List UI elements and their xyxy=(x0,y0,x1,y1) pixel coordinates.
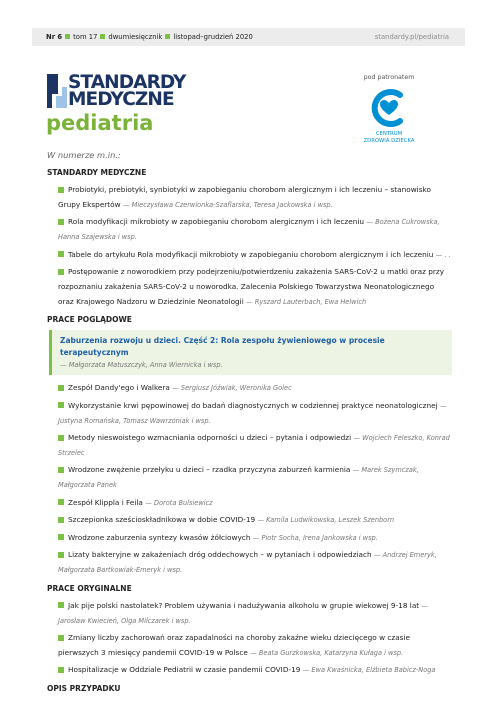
bullet-square-icon xyxy=(58,269,64,275)
separator-square xyxy=(65,34,70,39)
issue-number: Nr 6 xyxy=(46,33,63,41)
article-authors: — Ewa Kwaśnicka, Elżbieta Babicz-Noga xyxy=(302,666,436,675)
bullet-square-icon xyxy=(58,435,64,441)
issue-info-bar xyxy=(32,28,465,46)
article-entry[interactable] xyxy=(58,463,452,493)
patron-org-name xyxy=(344,131,434,145)
logo-wordmark xyxy=(68,74,228,108)
article-title[interactable]: Wykorzystanie krwi pępowinowej do badań diagnostycznych w codziennej praktyce neonatologicznej xyxy=(68,400,438,410)
section-title: PRACE ORYGINALNE xyxy=(47,583,132,593)
article-title[interactable]: Lizaty bakteryjne w zakażeniach dróg oddechowych – w pytaniach i odpowiedziach xyxy=(68,550,372,560)
logo-line-2: MEDYCZNE xyxy=(68,89,174,110)
article-entry[interactable] xyxy=(58,248,452,263)
section-title: OPIS PRZYPADKU xyxy=(47,684,121,694)
issue-date: listopad–grudzień 2020 xyxy=(173,33,253,41)
featured-article-title[interactable]: Zaburzenia rozwoju u dzieci. Część 2: Rola zespołu żywieniowego w procesie terapeutycznym xyxy=(60,336,385,358)
article-entry[interactable] xyxy=(58,599,452,629)
patronage-label: pod patronatem xyxy=(363,74,415,81)
article-authors: — . . xyxy=(435,250,451,259)
article-title[interactable]: Wrodzone zwężenie przełyku u dzieci – rzadka przyczyna zaburzeń karmienia xyxy=(68,465,351,475)
toc-section xyxy=(47,684,452,693)
section-title: STANDARDY MEDYCZNE xyxy=(47,168,147,177)
article-authors: — Mieczysława Czerwionka-Szaflarska, Teresa Jackowska i wsp. xyxy=(122,200,333,209)
bullet-square-icon xyxy=(58,187,64,193)
article-title[interactable]: Probiotyki, prebiotyki, synbiotyki w zapobieganiu chorobom alergicznym i ich leczeniu – stanowisko Grupy Ekspertów xyxy=(58,185,431,209)
article-authors: — Dorota Bulsiewicz xyxy=(145,498,213,507)
article-authors: — Justyna Romańska, Tomasz Wawrzoniak i wsp. xyxy=(58,401,447,425)
article-title[interactable]: Zmiany liczby zachorowań oraz zapadalności na choroby zakaźne wieku dziecięcego w czasie pierwszych 3 miesięcy pandemii COVID-19 w Polsce xyxy=(58,633,410,657)
separator-square xyxy=(165,34,170,39)
article-entry[interactable] xyxy=(58,496,452,511)
article-title[interactable]: Hospitalizacje w Oddziale Pediatrii w czasie pandemii COVID-19 xyxy=(68,665,301,675)
toc-section xyxy=(47,315,452,577)
toc-section xyxy=(47,584,452,678)
article-title[interactable]: Rola modyfikacji mikrobioty w zapobieganiu chorobom alergicznym i ich leczeniu xyxy=(68,217,365,227)
article-title[interactable]: Zespół Dandy'ego i Walkera xyxy=(68,383,170,393)
article-authors: — Ryszard Lauterbach, Ewa Helwich xyxy=(246,297,367,306)
bullet-square-icon xyxy=(58,602,64,608)
bullet-square-icon xyxy=(58,534,64,540)
article-entry[interactable] xyxy=(58,663,452,678)
heart-c-icon xyxy=(368,87,410,129)
article-title[interactable]: Postępowanie z noworodkiem przy podejrzeniu/potwierdzeniu zakażenia SARS-CoV-2 u matki oraz przy rozpoznaniu zakażenia SARS-CoV-2 u noworodka. Zalecenia Polskiego Towarzystwa Neonatologicznego oraz Krajowego Nadzoru w Dziedzinie Neonatologii xyxy=(58,267,445,306)
article-authors: — Marek Szymczak, Małgorzata Panek xyxy=(58,466,419,490)
article-entry[interactable] xyxy=(58,399,452,429)
bullet-square-icon xyxy=(58,402,64,408)
article-authors: — Wojciech Feleszko, Konrad Strzelec xyxy=(58,434,450,457)
article-entry[interactable] xyxy=(58,183,452,213)
article-entry[interactable] xyxy=(58,513,452,528)
article-title[interactable]: Jak pije polski nastolatek? Problem używania i nadużywania alkoholu w grupie wiekowej 9-18 lat xyxy=(68,600,420,610)
article-authors: — Andrzej Emeryk, Małgorzata Bartkowiak-Emeryk i wsp. xyxy=(58,551,437,575)
article-title[interactable]: Szczepionka sześcioskładnikowa w dobie COVID-19 xyxy=(68,515,256,525)
article-title[interactable]: Wrodzone zaburzenia syntezy kwasów żółciowych xyxy=(68,532,251,542)
bullet-square-icon xyxy=(58,667,64,673)
issue-meta xyxy=(46,28,253,46)
bullet-square-icon xyxy=(58,219,64,225)
article-authors: — Jarosław Kwiecień, Olga Milczarek i wsp. xyxy=(58,601,429,625)
section-title: PRACE POGLĄDOWE xyxy=(47,315,132,325)
bullet-square-icon xyxy=(58,251,64,257)
article-entry[interactable] xyxy=(58,431,452,461)
bullet-square-icon xyxy=(58,385,64,391)
bullet-square-icon xyxy=(58,499,64,505)
featured-article-authors: — Małgorzata Matuszczyk, Anna Wiernicka i wsp. xyxy=(60,361,223,370)
article-entry[interactable] xyxy=(58,215,452,245)
article-entry[interactable] xyxy=(58,631,452,661)
patronage-block xyxy=(344,74,434,145)
article-authors: — Kamila Ludwikowska, Leszek Szenborn xyxy=(257,516,395,525)
article-authors: — Beata Gurzkowska, Katarzyna Kułaga i wsp. xyxy=(250,648,404,657)
article-title[interactable]: Zespół Klippla i Feila xyxy=(68,497,143,507)
article-authors: — Bożena Cukrowska, Hanna Szajewska i wsp. xyxy=(58,218,440,242)
featured-article[interactable] xyxy=(49,330,452,375)
bullet-square-icon xyxy=(58,467,64,473)
article-title[interactable]: Metody nieswoistego wzmacniania odporności u dzieci – pytania i odpowiedzi xyxy=(68,433,352,443)
patron-org-line-2: ZDROWIA DZIECKA xyxy=(363,138,415,144)
logo-line-1: STANDARDY xyxy=(68,72,186,93)
article-entry[interactable] xyxy=(58,548,452,578)
separator-square xyxy=(100,34,105,39)
toc-section xyxy=(47,168,452,309)
table-of-contents xyxy=(47,168,452,699)
issue-intro: W numerze m.in.: xyxy=(47,150,121,160)
issue-frequency: dwumiesięcznik xyxy=(108,33,163,41)
patron-org-line-1: CENTRUM xyxy=(375,131,403,137)
article-entry[interactable] xyxy=(58,265,452,309)
article-entry[interactable] xyxy=(58,381,452,396)
bullet-square-icon xyxy=(58,635,64,641)
article-authors: — Sergiusz Jóźwiak, Weronika Golec xyxy=(172,384,292,393)
journal-subtitle: pediatria xyxy=(46,111,154,135)
s-brand-icon xyxy=(47,74,67,108)
journal-url-link[interactable]: standardy.pl/pediatria xyxy=(374,33,449,41)
article-entry[interactable] xyxy=(58,531,452,546)
issue-volume: tom 17 xyxy=(73,33,98,41)
bullet-square-icon xyxy=(58,552,64,558)
article-authors: — Piotr Socha, Irena Jankowska i wsp. xyxy=(252,533,378,542)
article-title[interactable]: Tabele do artykułu Rola modyfikacji mikrobioty w zapobieganiu chorobom alergicznym i ich leczeniu xyxy=(68,249,434,259)
bullet-square-icon xyxy=(58,517,64,523)
